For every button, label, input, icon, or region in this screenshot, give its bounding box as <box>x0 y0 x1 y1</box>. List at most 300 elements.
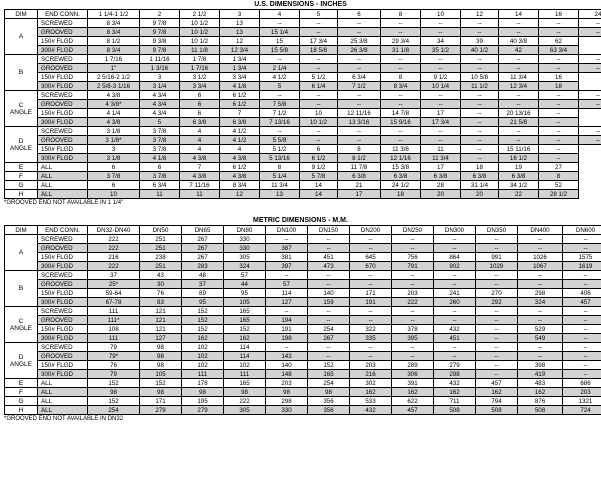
dimension-value: 9 7/8 <box>140 46 180 55</box>
dimension-value: -- <box>308 343 350 352</box>
end-connection: SCREWED <box>38 343 88 352</box>
dimension-value: 203 <box>392 289 434 298</box>
dimension-value: 48 <box>182 271 224 280</box>
dimension-value: -- <box>476 316 518 325</box>
dimension-value: 111 <box>182 370 224 379</box>
dimension-value: 1 7/16 <box>180 64 220 73</box>
table-row <box>5 397 601 406</box>
dimension-value: 222 <box>88 235 140 244</box>
dimension-value: 15 <box>260 37 300 46</box>
dimension-value: 52 <box>539 181 579 190</box>
dimension-value: 203 <box>350 361 392 370</box>
dimension-value: -- <box>392 271 434 280</box>
dimension-value: 12 3/4 <box>220 46 260 55</box>
dimension-value: -- <box>579 136 601 145</box>
dimension-value: -- <box>308 244 350 253</box>
dimension-value: -- <box>300 127 338 136</box>
column-header: 2 <box>140 10 180 19</box>
dimension-value: 251 <box>140 244 182 253</box>
dimension-value: -- <box>381 19 421 28</box>
dimension-value: -- <box>350 316 392 325</box>
dim-sublabel: ANGLE <box>9 324 33 332</box>
dimension-value: 5 1/4 <box>260 172 300 181</box>
dimension-value: 432 <box>350 406 392 415</box>
dimension-value: 4 3/8 <box>180 172 220 181</box>
dimension-value: 1 3/4 <box>220 55 260 64</box>
dimension-value: 15 11/16 <box>499 145 539 154</box>
dimension-value: -- <box>421 55 461 64</box>
dimension-value: 8 3/4 <box>88 46 140 55</box>
dimension-value: 4 1/2 <box>220 136 260 145</box>
end-connection: 150# FLGD <box>38 109 88 118</box>
dimension-value: -- <box>461 55 499 64</box>
dimension-value: 6 3/8 <box>461 172 499 181</box>
dimension-value: -- <box>518 316 563 325</box>
dimension-value: -- <box>260 19 300 28</box>
table-row <box>5 37 601 46</box>
dim-label <box>5 55 38 91</box>
dimension-value: 1029 <box>476 262 518 271</box>
end-connection: 300# FLGD <box>38 262 88 271</box>
table-row <box>5 136 601 145</box>
dimension-value: 508 <box>476 406 518 415</box>
dimension-value: -- <box>266 307 308 316</box>
end-connection: ALL <box>38 163 88 172</box>
dimension-value: 15 9/16 <box>381 118 421 127</box>
dimension-value: -- <box>381 136 421 145</box>
dimension-value: -- <box>381 55 421 64</box>
dimension-value: -- <box>381 28 421 37</box>
dimension-value: 4 1/8 <box>140 154 180 163</box>
dimension-value: 191 <box>266 325 308 334</box>
dimension-value: 16 <box>539 73 579 82</box>
dimension-value: 622 <box>392 397 434 406</box>
end-connection: GROOVED <box>38 64 88 73</box>
dimension-value: 11 3/8 <box>381 145 421 154</box>
dimension-value: 391 <box>392 379 434 388</box>
dimension-value: 114 <box>224 352 266 361</box>
column-header: DN80 <box>224 226 266 235</box>
dimension-value: 4 3/8 <box>220 172 260 181</box>
dimension-value: 279 <box>182 406 224 415</box>
dimension-value: 4 <box>180 127 220 136</box>
end-connection: 150# FLGD <box>38 253 88 262</box>
dimension-value: -- <box>461 145 499 154</box>
dimension-value: 457 <box>476 379 518 388</box>
end-connection: SCREWED <box>38 55 88 64</box>
dimension-value: 267 <box>308 334 350 343</box>
dim-label <box>5 91 38 127</box>
column-header: DN350 <box>476 226 518 235</box>
dimension-value: 3 7/8 <box>140 127 180 136</box>
dimension-value: 40 1/2 <box>461 46 499 55</box>
dimension-value: 4 3/8* <box>88 100 140 109</box>
dimension-value: 11 3/4 <box>421 154 461 163</box>
dimension-value: 6 3/8 <box>381 172 421 181</box>
table-row <box>5 388 601 397</box>
dimension-value: 8 <box>539 172 579 181</box>
dimension-value: 111* <box>88 316 140 325</box>
dimension-value: 1 3/16 <box>140 64 180 73</box>
table-row <box>5 55 601 64</box>
dimension-value: 1067 <box>518 262 563 271</box>
dimension-value: 35 1/2 <box>421 46 461 55</box>
dimension-value: -- <box>539 136 579 145</box>
dimension-value: 98 <box>140 361 182 370</box>
dim-letter: F <box>5 388 38 397</box>
dimension-value: 152 <box>182 325 224 334</box>
table-row <box>5 316 601 325</box>
column-header: 4 <box>260 10 300 19</box>
dimension-value: 330 <box>224 235 266 244</box>
table-row <box>5 190 601 199</box>
dimension-value: 44 <box>224 280 266 289</box>
dimension-value: 222 <box>88 244 140 253</box>
dimension-value: 10 1/2 <box>180 37 220 46</box>
dimension-value: 6 <box>300 145 338 154</box>
column-header: DIM <box>5 10 38 19</box>
dimension-value: 8 <box>260 163 300 172</box>
end-connection: SCREWED <box>38 127 88 136</box>
dimension-value: -- <box>563 316 601 325</box>
dimension-value: -- <box>563 307 601 316</box>
dimension-value: -- <box>476 370 518 379</box>
dimension-value: 203 <box>266 379 308 388</box>
dimension-value: 254 <box>308 379 350 388</box>
column-header: 12 <box>461 10 499 19</box>
dimension-value: -- <box>461 109 499 118</box>
dimension-value: 279 <box>434 361 476 370</box>
dimension-value: 10 <box>300 109 338 118</box>
dimension-value: 7 11/16 <box>180 181 220 190</box>
dimension-value: 2 5/8-3 1/16 <box>88 82 140 91</box>
dimension-value: -- <box>392 235 434 244</box>
dimension-value: 114 <box>266 289 308 298</box>
dim-letter: A <box>18 249 24 256</box>
end-connection: 300# FLGD <box>38 154 88 163</box>
dimension-value: 37 <box>88 271 140 280</box>
dimension-value: 27 <box>539 163 579 172</box>
dimension-value: -- <box>476 361 518 370</box>
dimension-value: -- <box>563 352 601 361</box>
dimension-value: -- <box>499 28 539 37</box>
end-connection: ALL <box>38 379 88 388</box>
table-row <box>5 91 601 100</box>
dimension-value: -- <box>434 316 476 325</box>
dimension-value: -- <box>563 235 601 244</box>
dimension-value: 508 <box>434 406 476 415</box>
dimension-value: -- <box>350 307 392 316</box>
dimension-value: -- <box>518 244 563 253</box>
dimension-value: -- <box>350 244 392 253</box>
dimension-value: 165 <box>224 307 266 316</box>
dimension-value: -- <box>539 145 579 154</box>
end-connection: GROOVED <box>38 244 88 253</box>
dimension-value: 791 <box>392 262 434 271</box>
dimension-value: 381 <box>266 253 308 262</box>
dimension-value: 508 <box>518 406 563 415</box>
dimension-value: -- <box>266 343 308 352</box>
dimension-value: 20 <box>421 190 461 199</box>
dim-letter: B <box>18 285 24 292</box>
dimension-value: -- <box>308 271 350 280</box>
dimension-value: 670 <box>350 262 392 271</box>
dimension-value: 406 <box>563 289 601 298</box>
dimension-value: -- <box>434 235 476 244</box>
dimension-value: -- <box>421 136 461 145</box>
dimension-value: 63 3/4 <box>539 46 579 55</box>
dimension-value: 13 3/16 <box>338 118 381 127</box>
dimension-value: 5 7/8 <box>300 172 338 181</box>
dimension-value: -- <box>563 280 601 289</box>
dimension-value: -- <box>476 334 518 343</box>
dimension-value: -- <box>518 235 563 244</box>
dimension-value: -- <box>518 307 563 316</box>
dimension-value: 162 <box>350 388 392 397</box>
end-connection: 150# FLGD <box>38 361 88 370</box>
dim-letter: G <box>5 181 38 190</box>
dimension-value: -- <box>539 118 579 127</box>
dimension-value: 8 3/4 <box>88 28 140 37</box>
dimension-value: 79 <box>88 343 140 352</box>
column-header: DN100 <box>266 226 308 235</box>
dimension-value: 1 3/4 <box>220 64 260 73</box>
column-header: END CONN. <box>38 226 88 235</box>
section-gap <box>4 208 597 216</box>
dimension-value: -- <box>539 127 579 136</box>
dimension-value: 335 <box>350 334 392 343</box>
dim-letter: H <box>5 406 38 415</box>
dimension-value: 121 <box>140 325 182 334</box>
dimension-value: 18 <box>461 163 499 172</box>
dimension-value: 79* <box>88 352 140 361</box>
dimension-value: 5 13/16 <box>260 154 300 163</box>
table-row <box>5 28 601 37</box>
dimension-value: 2 5/16-2 1/2 <box>88 73 140 82</box>
dimension-value: -- <box>381 100 421 109</box>
dimension-value: -- <box>579 55 601 64</box>
dimension-value: 152 <box>182 307 224 316</box>
dimension-value: 398 <box>518 361 563 370</box>
dimension-value: 6 1/4 <box>300 82 338 91</box>
dimension-value: 298 <box>518 289 563 298</box>
dim-label <box>5 307 38 343</box>
dimension-value: 14 <box>300 181 338 190</box>
dimension-value: -- <box>563 325 601 334</box>
dimension-value: 251 <box>140 235 182 244</box>
dimension-value: 5 <box>260 82 300 91</box>
dimension-value: 6 3/8 <box>220 118 260 127</box>
dimension-value: 20 <box>461 190 499 199</box>
dimension-value: 4 3/4 <box>140 100 180 109</box>
dimension-value: 191 <box>350 298 392 307</box>
dimension-value: 267 <box>182 253 224 262</box>
us-table-title: U.S. DIMENSIONS - INCHES <box>254 1 347 8</box>
dimension-value: 140 <box>308 289 350 298</box>
column-header: DN400 <box>518 226 563 235</box>
dimension-value: 4 3/8 <box>220 154 260 163</box>
dimension-value: 152 <box>308 361 350 370</box>
dim-letter: B <box>18 69 24 76</box>
dimension-value: 165 <box>224 316 266 325</box>
dim-letter: C <box>18 101 24 109</box>
dimension-value: -- <box>461 91 499 100</box>
dimension-value: 356 <box>308 397 350 406</box>
dimension-value: -- <box>338 28 381 37</box>
dimension-value: 121 <box>140 307 182 316</box>
end-connection: ALL <box>38 190 88 199</box>
dimension-value: 4 3/8 <box>88 91 140 100</box>
dimension-value: 4 <box>180 136 220 145</box>
dimension-value: -- <box>461 28 499 37</box>
dim-letter: E <box>5 163 38 172</box>
dimension-value: -- <box>421 28 461 37</box>
dimension-value: 42 <box>499 46 539 55</box>
dimension-value: 279 <box>140 406 182 415</box>
dimension-value: -- <box>461 154 499 163</box>
dimension-value: 171 <box>350 289 392 298</box>
table-row <box>5 163 601 172</box>
dimension-value: 3 1/8* <box>88 136 140 145</box>
dimension-value: -- <box>350 343 392 352</box>
table-row <box>5 280 601 289</box>
dimension-value: 4 3/8 <box>88 118 140 127</box>
dimension-value: -- <box>421 127 461 136</box>
dimension-value: 292 <box>476 298 518 307</box>
dimension-value: 194 <box>266 316 308 325</box>
dimension-value: 6 1/2 <box>220 163 260 172</box>
end-connection: 150# FLGD <box>38 37 88 46</box>
dimension-value: 114 <box>224 343 266 352</box>
dimension-value: 324 <box>518 298 563 307</box>
dimension-value: -- <box>260 55 300 64</box>
dimension-value: -- <box>476 280 518 289</box>
dimension-value: -- <box>499 64 539 73</box>
end-connection: 150# FLGD <box>38 325 88 334</box>
dimension-value: 4 1/8 <box>220 82 260 91</box>
dimension-value: 238 <box>140 253 182 262</box>
column-header: 5 <box>300 10 338 19</box>
column-header: DN300 <box>434 226 476 235</box>
dimension-value: 89 <box>182 289 224 298</box>
dimension-value: 876 <box>518 397 563 406</box>
column-header: 16 <box>539 10 579 19</box>
table-row <box>5 262 601 271</box>
dimension-value: -- <box>421 64 461 73</box>
dimension-value: -- <box>461 100 499 109</box>
dimension-value: 17 <box>421 109 461 118</box>
dimension-value: -- <box>476 307 518 316</box>
dim-label <box>5 19 38 55</box>
dimension-value: -- <box>338 127 381 136</box>
dimension-value: -- <box>434 352 476 361</box>
dimension-value: -- <box>461 118 499 127</box>
dim-letter: D <box>18 137 24 145</box>
dimension-value: 108 <box>88 325 140 334</box>
dimension-value: 322 <box>350 325 392 334</box>
header-row <box>5 10 601 19</box>
table-row <box>5 145 601 154</box>
dimension-value: 241 <box>434 289 476 298</box>
dimension-value: 83 <box>140 298 182 307</box>
dim-label <box>5 235 38 271</box>
dimension-value: 397 <box>266 262 308 271</box>
dimension-value: 30 <box>140 280 182 289</box>
dimension-value: -- <box>338 55 381 64</box>
dimension-value: 162 <box>392 388 434 397</box>
dimension-value: 11 1/8 <box>180 46 220 55</box>
dimension-value: 8 3/4 <box>88 19 140 28</box>
dimension-value: 260 <box>434 298 476 307</box>
dimension-value: 724 <box>563 406 601 415</box>
dimension-value: 283 <box>182 262 224 271</box>
dimension-value: -- <box>421 100 461 109</box>
dimension-value: -- <box>338 19 381 28</box>
dimension-value: 111 <box>224 370 266 379</box>
dimension-value: -- <box>300 91 338 100</box>
dimension-value: 76 <box>140 289 182 298</box>
dimension-value: 3 7/8 <box>140 172 180 181</box>
dimension-value: 21 5/8 <box>499 118 539 127</box>
end-connection: SCREWED <box>38 235 88 244</box>
dimension-value: 6 <box>140 163 180 172</box>
dimension-value: -- <box>350 271 392 280</box>
table-row <box>5 379 601 388</box>
dimension-value: 62 <box>539 37 579 46</box>
dimension-value: 127 <box>140 334 182 343</box>
dimension-value: 22 <box>499 190 539 199</box>
dimension-value: 11 7/8 <box>338 163 381 172</box>
dimension-value: 254 <box>308 325 350 334</box>
dimension-value: 10 1/2 <box>300 118 338 127</box>
dimension-value: 152 <box>88 379 140 388</box>
dimension-value: -- <box>434 343 476 352</box>
column-header: DN150 <box>308 226 350 235</box>
dimension-value: -- <box>563 370 601 379</box>
table-row <box>5 370 601 379</box>
dimension-value: 12 3/4 <box>499 82 539 91</box>
dimension-value: 6 <box>88 181 140 190</box>
dimension-value: 4 3/4 <box>140 109 180 118</box>
dimension-value: 203 <box>563 388 601 397</box>
dimension-value: 28 <box>421 181 461 190</box>
dimension-value: 3 1/8 <box>88 154 140 163</box>
dimension-value: 15 5/8 <box>260 46 300 55</box>
dimension-value: 10 <box>88 190 140 199</box>
dimension-value: 162 <box>476 388 518 397</box>
dimension-value: 6 3/8 <box>421 172 461 181</box>
dimension-value: -- <box>563 361 601 370</box>
dimension-value: 98 <box>308 388 350 397</box>
end-connection: 150# FLGD <box>38 289 88 298</box>
dimension-value: 39 <box>461 37 499 46</box>
dimension-value: 165 <box>308 370 350 379</box>
dimension-value: 4 1/2 <box>220 127 260 136</box>
table-row <box>5 352 601 361</box>
dimension-value: 6 3/8 <box>338 172 381 181</box>
dimension-value: -- <box>381 64 421 73</box>
dimension-value: 9 1/2 <box>421 73 461 82</box>
table-row <box>5 307 601 316</box>
dimension-value: 483 <box>518 379 563 388</box>
column-header: DN200 <box>350 226 392 235</box>
dimension-value: 3 <box>88 145 140 154</box>
dimension-value: 102 <box>182 343 224 352</box>
dimension-value: 98 <box>266 388 308 397</box>
dimension-value: 991 <box>476 253 518 262</box>
end-connection: 300# FLGD <box>38 334 88 343</box>
dimension-value: -- <box>461 127 499 136</box>
